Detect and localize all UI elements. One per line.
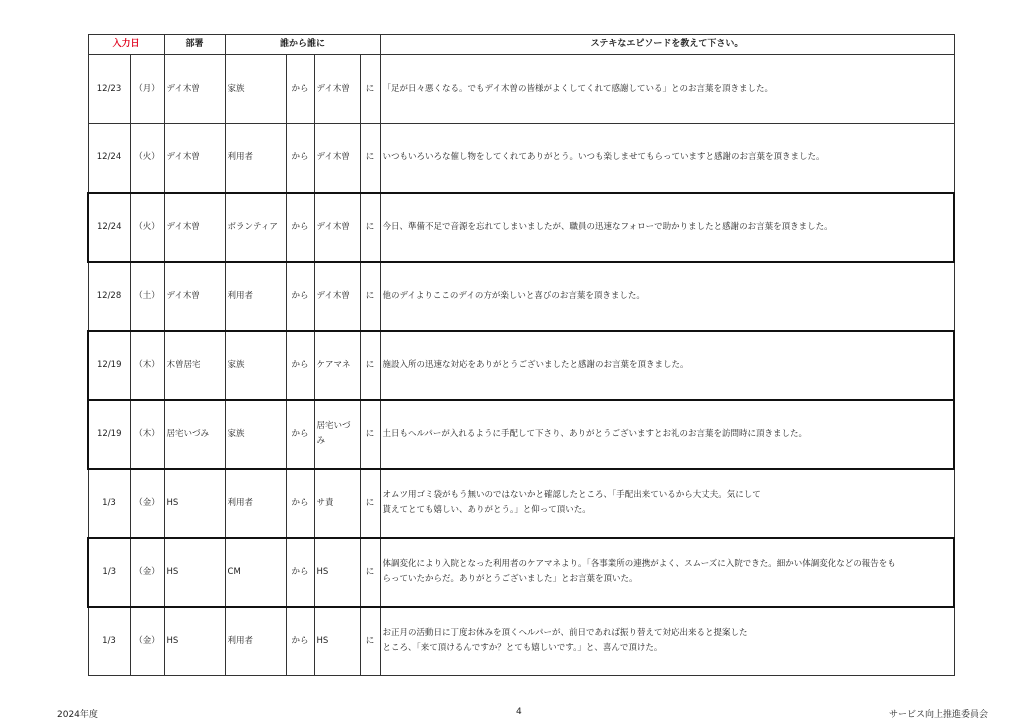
row-weekday: （金） xyxy=(130,538,164,607)
row-dept: デイ木曽 xyxy=(164,124,225,193)
row-date: 1/3 xyxy=(88,469,130,538)
row-from: CM xyxy=(225,538,286,607)
row-from: ボランティア xyxy=(225,193,286,262)
row-ni: に xyxy=(360,262,380,331)
row-to: HS xyxy=(314,538,360,607)
row-from: 利用者 xyxy=(225,262,286,331)
row-kara: から xyxy=(286,124,314,193)
row-to: デイ木曽 xyxy=(314,262,360,331)
row-to: 居宅いづみ xyxy=(314,400,360,469)
row-from: 家族 xyxy=(225,55,286,124)
row-episode: オムツ用ゴミ袋がもう無いのではないかと確認したところ、「手配出来ているから大丈夫。気にして 貰えてとても嬉しい、ありがとう。」と仰って頂いた。 xyxy=(380,469,954,538)
row-weekday: （金） xyxy=(130,469,164,538)
row-to: デイ木曽 xyxy=(314,55,360,124)
row-episode: 施設入所の迅速な対応をありがとうございましたと感謝のお言葉を頂きました。 xyxy=(380,331,954,400)
row-kara: から xyxy=(286,193,314,262)
row-to: HS xyxy=(314,607,360,676)
row-episode: 土日もヘルパーが入れるように手配して下さり、ありがとうございますとお礼のお言葉を訪問時に頂きました。 xyxy=(380,400,954,469)
table-row xyxy=(88,124,954,193)
row-episode: 他のデイよりここのデイの方が楽しいと喜びのお言葉を頂きました。 xyxy=(380,262,954,331)
row-from: 家族 xyxy=(225,400,286,469)
row-dept: デイ木曽 xyxy=(164,55,225,124)
row-kara: から xyxy=(286,400,314,469)
row-ni: に xyxy=(360,469,380,538)
row-ni: に xyxy=(360,538,380,607)
header-episode: ステキなエピソードを教えて下さい。 xyxy=(380,35,954,55)
row-dept: デイ木曽 xyxy=(164,193,225,262)
row-dept: デイ木曽 xyxy=(164,262,225,331)
row-weekday: （火） xyxy=(130,193,164,262)
table-row xyxy=(88,538,954,607)
row-kara: から xyxy=(286,331,314,400)
table-row xyxy=(88,193,954,262)
row-kara: から xyxy=(286,538,314,607)
row-date: 12/24 xyxy=(88,193,130,262)
row-from: 利用者 xyxy=(225,607,286,676)
footer-committee: サービス向上推進委員会 xyxy=(888,710,988,720)
row-ni: に xyxy=(360,331,380,400)
row-ni: に xyxy=(360,124,380,193)
row-weekday: （金） xyxy=(130,607,164,676)
row-dept: HS xyxy=(164,607,225,676)
table-row xyxy=(88,262,954,331)
row-from: 家族 xyxy=(225,331,286,400)
row-date: 12/28 xyxy=(88,262,130,331)
row-ni: に xyxy=(360,400,380,469)
row-weekday: （土） xyxy=(130,262,164,331)
row-weekday: （木） xyxy=(130,400,164,469)
row-episode: 今日、準備不足で音源を忘れてしまいましたが、職員の迅速なフォローで助かりましたと感謝のお言葉を頂きました。 xyxy=(380,193,954,262)
row-episode: 「足が日々悪くなる。でもデイ木曽の皆様がよくしてくれて感謝している」とのお言葉を頂きました。 xyxy=(380,55,954,124)
table-row xyxy=(88,607,954,676)
header-date: 入力日 xyxy=(88,35,164,55)
row-dept: 木曽居宅 xyxy=(164,331,225,400)
table-row xyxy=(88,469,954,538)
row-weekday: （木） xyxy=(130,331,164,400)
table-row xyxy=(88,400,954,469)
row-ni: に xyxy=(360,607,380,676)
row-dept: 居宅いづみ xyxy=(164,400,225,469)
header-row xyxy=(88,35,954,55)
row-weekday: （火） xyxy=(130,124,164,193)
row-ni: に xyxy=(360,193,380,262)
row-kara: から xyxy=(286,55,314,124)
row-to: デイ木曽 xyxy=(314,193,360,262)
row-kara: から xyxy=(286,607,314,676)
row-kara: から xyxy=(286,469,314,538)
row-date: 12/24 xyxy=(88,124,130,193)
row-to: ケアマネ xyxy=(314,331,360,400)
footer-fiscal-year: 2024年度 xyxy=(57,710,98,720)
row-ni: に xyxy=(360,55,380,124)
row-episode: 体調変化により入院となった利用者のケアマネより。「各事業所の連携がよく、スムーズに入院できた。細かい体調変化などの報告をも らっていたからだ。ありがとうございました」とお言葉を頂いた。 xyxy=(380,538,954,607)
row-to: サ責 xyxy=(314,469,360,538)
row-from: 利用者 xyxy=(225,469,286,538)
header-who: 誰から誰に xyxy=(225,35,380,55)
row-date: 12/23 xyxy=(88,55,130,124)
header-dept: 部署 xyxy=(164,35,225,55)
row-from: 利用者 xyxy=(225,124,286,193)
table-row xyxy=(88,331,954,400)
row-episode: お正月の活動日に丁度お休みを頂くヘルパーが、前日であれば振り替えて対応出来ると提案した ところ、「来て頂けるんですか？とても嬉しいです。」と、喜んで頂けた。 xyxy=(380,607,954,676)
episode-table xyxy=(87,34,955,676)
row-kara: から xyxy=(286,262,314,331)
row-weekday: （月） xyxy=(130,55,164,124)
table-row xyxy=(88,55,954,124)
row-date: 12/19 xyxy=(88,400,130,469)
row-date: 12/19 xyxy=(88,331,130,400)
row-dept: HS xyxy=(164,469,225,538)
row-date: 1/3 xyxy=(88,607,130,676)
page-number: 4 xyxy=(516,707,522,717)
row-to: デイ木曽 xyxy=(314,124,360,193)
row-date: 1/3 xyxy=(88,538,130,607)
row-episode: いつもいろいろな催し物をしてくれてありがとう。いつも楽しませてもらっていますと感謝のお言葉を頂きました。 xyxy=(380,124,954,193)
row-dept: HS xyxy=(164,538,225,607)
